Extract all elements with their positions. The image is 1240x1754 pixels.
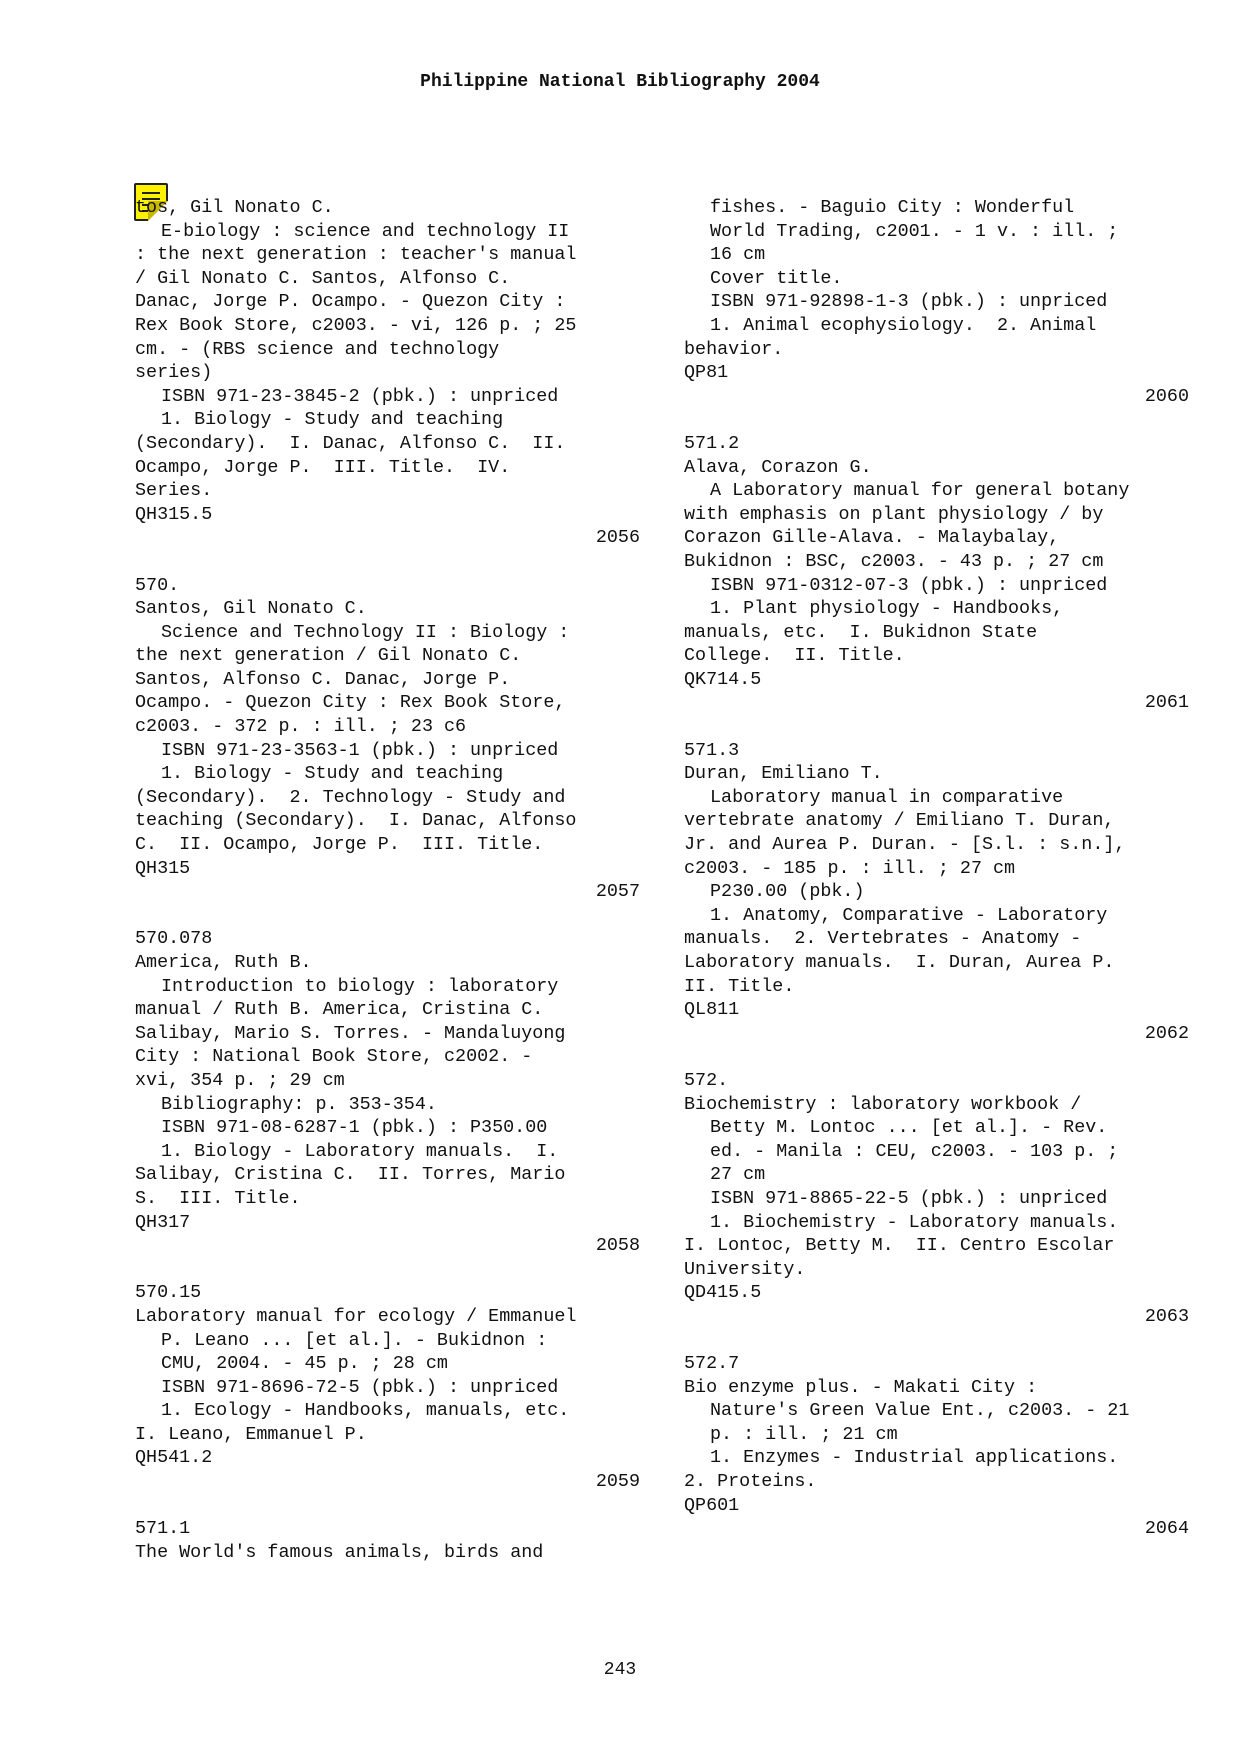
- entry-line: QH315: [135, 857, 191, 879]
- entry-line: Corazon Gille-Alava. - Malaybalay,: [684, 527, 1060, 549]
- entry-line: QP601: [684, 1494, 740, 1516]
- entry-line: Ocampo, Jorge P. III. Title. IV.: [135, 456, 511, 478]
- entry-line: Bukidnon : BSC, c2003. - 43 p. ; 27 cm: [684, 550, 1104, 572]
- entry-number: 2064: [1144, 1518, 1189, 1540]
- entry-line: 1. Animal ecophysiology. 2. Animal: [710, 314, 1097, 336]
- entry-line: Santos, Alfonso C. Danac, Jorge P.: [135, 668, 511, 690]
- entry-line: xvi, 354 p. ; 29 cm: [135, 1069, 345, 1091]
- entry-line: ISBN 971-23-3845-2 (pbk.) : unpriced: [161, 385, 559, 407]
- entry-line: 1. Plant physiology - Handbooks,: [710, 598, 1064, 620]
- entry-line: ISBN 971-92898-1-3 (pbk.) : unpriced: [710, 291, 1108, 313]
- entry-line: QD415.5: [684, 1282, 762, 1304]
- page-title: Philippine National Bibliography 2004: [420, 72, 820, 92]
- entry-line: II. Title.: [684, 975, 795, 997]
- entry-line: Ocampo. - Quezon City : Rex Book Store,: [135, 692, 566, 714]
- entry-line: Laboratory manual for ecology / Emmanuel: [135, 1305, 577, 1327]
- entry-line: A Laboratory manual for general botany: [710, 480, 1130, 502]
- entry-line: Nature's Green Value Ent., c2003. - 21: [710, 1400, 1130, 1422]
- entry-line: p. : ill. ; 21 cm: [710, 1423, 898, 1445]
- entry-line: 1. Biology - Study and teaching: [161, 763, 504, 785]
- entry-line: QH315.5: [135, 503, 213, 525]
- entry-line: 1. Ecology - Handbooks, manuals, etc.: [161, 1400, 570, 1422]
- entry-number: 2061: [1144, 692, 1189, 714]
- entry-line: manuals, etc. I. Bukidnon State: [684, 621, 1038, 643]
- entry-line: tos, Gil Nonato C.: [135, 197, 334, 218]
- entry-line: ISBN 971-8865-22-5 (pbk.) : unpriced: [710, 1187, 1108, 1209]
- entry-line: Bio enzyme plus. - Makati City :: [684, 1376, 1038, 1398]
- entry-line: 1. Biology - Study and teaching: [161, 409, 504, 431]
- entry-number: 2062: [1144, 1022, 1189, 1044]
- entry-line: 1. Biology - Laboratory manuals. I.: [161, 1140, 559, 1162]
- entry-line: E-biology : science and technology II: [161, 220, 570, 242]
- entry-line: Bibliography: p. 353-354.: [161, 1093, 437, 1115]
- blank-line: [684, 1045, 1189, 1069]
- entry-line: 570.078: [135, 928, 213, 950]
- entry-line: the next generation / Gil Nonato C.: [135, 645, 522, 667]
- entry-line: with emphasis on plant physiology / by: [684, 503, 1104, 525]
- entry-line: (Secondary). I. Danac, Alfonso C. II.: [135, 432, 566, 454]
- blank-line: [135, 1258, 640, 1282]
- entry-line: 572.7: [684, 1353, 740, 1375]
- blank-line: [135, 1494, 640, 1518]
- entry-line: The World's famous animals, birds and: [135, 1541, 544, 1563]
- entry-line: 2. Proteins.: [684, 1471, 817, 1493]
- entry-line: 16 cm: [710, 244, 766, 266]
- blank-line: [135, 550, 640, 574]
- entry-line: Alava, Corazon G.: [684, 456, 872, 478]
- entry-line: / Gil Nonato C. Santos, Alfonso C.: [135, 267, 511, 289]
- entry-line: CMU, 2004. - 45 p. ; 28 cm: [161, 1353, 448, 1375]
- entry-line: (Secondary). 2. Technology - Study and: [135, 786, 566, 808]
- entry-line: I. Leano, Emmanuel P.: [135, 1423, 367, 1445]
- entry-number: 2056: [595, 527, 640, 549]
- entry-line: 1. Anatomy, Comparative - Laboratory: [710, 904, 1108, 926]
- entry-line: Danac, Jorge P. Ocampo. - Quezon City :: [135, 291, 566, 313]
- entry-line: 570.: [135, 574, 180, 596]
- entry-line: 571.1: [135, 1518, 191, 1540]
- entry-line: fishes. - Baguio City : Wonderful: [710, 197, 1075, 218]
- blank-line: [135, 904, 640, 928]
- entry-number: 2059: [595, 1471, 640, 1493]
- entry-line: 27 cm: [710, 1164, 766, 1186]
- entry-line: : the next generation : teacher's manual: [135, 244, 577, 266]
- entry-line: ISBN 971-0312-07-3 (pbk.) : unpriced: [710, 574, 1108, 596]
- entry-line: Science and Technology II : Biology :: [161, 621, 570, 643]
- entry-line: Rex Book Store, c2003. - vi, 126 p. ; 25: [135, 314, 577, 336]
- entry-line: c2003. - 372 p. : ill. ; 23 c6: [135, 716, 467, 738]
- entry-line: QL811: [684, 999, 740, 1021]
- entry-line: Santos, Gil Nonato C.: [135, 598, 367, 620]
- entry-line: C. II. Ocampo, Jorge P. III. Title.: [135, 834, 544, 856]
- entry-line: World Trading, c2001. - 1 v. : ill. ;: [710, 220, 1119, 242]
- entry-line: College. II. Title.: [684, 645, 905, 667]
- entry-line: Cover title.: [710, 267, 843, 289]
- blank-line: [684, 1329, 1189, 1353]
- entry-line: 570.15: [135, 1282, 202, 1304]
- entry-line: cm. - (RBS science and technology: [135, 338, 500, 360]
- entry-line: behavior.: [684, 338, 784, 360]
- entry-line: Biochemistry : laboratory workbook /: [684, 1093, 1082, 1115]
- entry-line: ed. - Manila : CEU, c2003. - 103 p. ;: [710, 1140, 1119, 1162]
- page-number: 243: [603, 1660, 637, 1680]
- entry-line: P230.00 (pbk.): [710, 881, 865, 903]
- entry-line: 572.: [684, 1069, 729, 1091]
- entry-line: Salibay, Mario S. Torres. - Mandaluyong: [135, 1022, 566, 1044]
- entry-line: P. Leano ... [et al.]. - Bukidnon :: [161, 1329, 548, 1351]
- entry-line: Laboratory manual in comparative: [710, 786, 1064, 808]
- entry-line: vertebrate anatomy / Emiliano T. Duran,: [684, 810, 1115, 832]
- entry-number: 2058: [595, 1235, 640, 1257]
- entry-line: 1. Enzymes - Industrial applications.: [710, 1447, 1119, 1469]
- entry-line: manual / Ruth B. America, Cristina C.: [135, 999, 544, 1021]
- blank-line: [684, 715, 1189, 739]
- entry-line: ISBN 971-23-3563-1 (pbk.) : unpriced: [161, 739, 559, 761]
- entry-line: Jr. and Aurea P. Duran. - [S.l. : s.n.],: [684, 834, 1126, 856]
- entry-number: 2057: [595, 881, 640, 903]
- entry-line: City : National Book Store, c2002. -: [135, 1046, 533, 1068]
- entry-line: Betty M. Lontoc ... [et al.]. - Rev.: [710, 1117, 1108, 1139]
- entry-number: 2063: [1144, 1305, 1189, 1327]
- entry-line: teaching (Secondary). I. Danac, Alfonso: [135, 810, 577, 832]
- entry-line: America, Ruth B.: [135, 952, 312, 973]
- entry-line: ISBN 971-08-6287-1 (pbk.) : P350.00: [161, 1117, 548, 1139]
- entry-line: Laboratory manuals. I. Duran, Aurea P.: [684, 952, 1115, 973]
- entry-line: University.: [684, 1258, 806, 1280]
- entry-line: Introduction to biology : laboratory: [161, 975, 559, 997]
- entry-line: series): [135, 362, 213, 384]
- left-column: [135, 196, 640, 1564]
- entry-line: QH317: [135, 1211, 191, 1233]
- blank-line: [684, 408, 1189, 432]
- entry-line: QK714.5: [684, 668, 762, 690]
- entry-line: 571.3: [684, 739, 740, 761]
- entry-line: c2003. - 185 p. : ill. ; 27 cm: [684, 857, 1016, 879]
- entry-line: QH541.2: [135, 1447, 213, 1469]
- entry-number: 2060: [1144, 385, 1189, 407]
- entry-line: 1. Biochemistry - Laboratory manuals.: [710, 1211, 1119, 1233]
- entry-line: I. Lontoc, Betty M. II. Centro Escolar: [684, 1235, 1115, 1257]
- entry-line: manuals. 2. Vertebrates - Anatomy -: [684, 928, 1082, 950]
- right-column: [684, 196, 1189, 1541]
- entry-line: Duran, Emiliano T.: [684, 763, 883, 785]
- entry-line: Series.: [135, 480, 213, 502]
- entry-line: ISBN 971-8696-72-5 (pbk.) : unpriced: [161, 1376, 559, 1398]
- entry-line: Salibay, Cristina C. II. Torres, Mario: [135, 1164, 566, 1186]
- entry-line: S. III. Title.: [135, 1187, 301, 1209]
- entry-line: QP81: [684, 362, 729, 384]
- entry-line: 571.2: [684, 432, 740, 454]
